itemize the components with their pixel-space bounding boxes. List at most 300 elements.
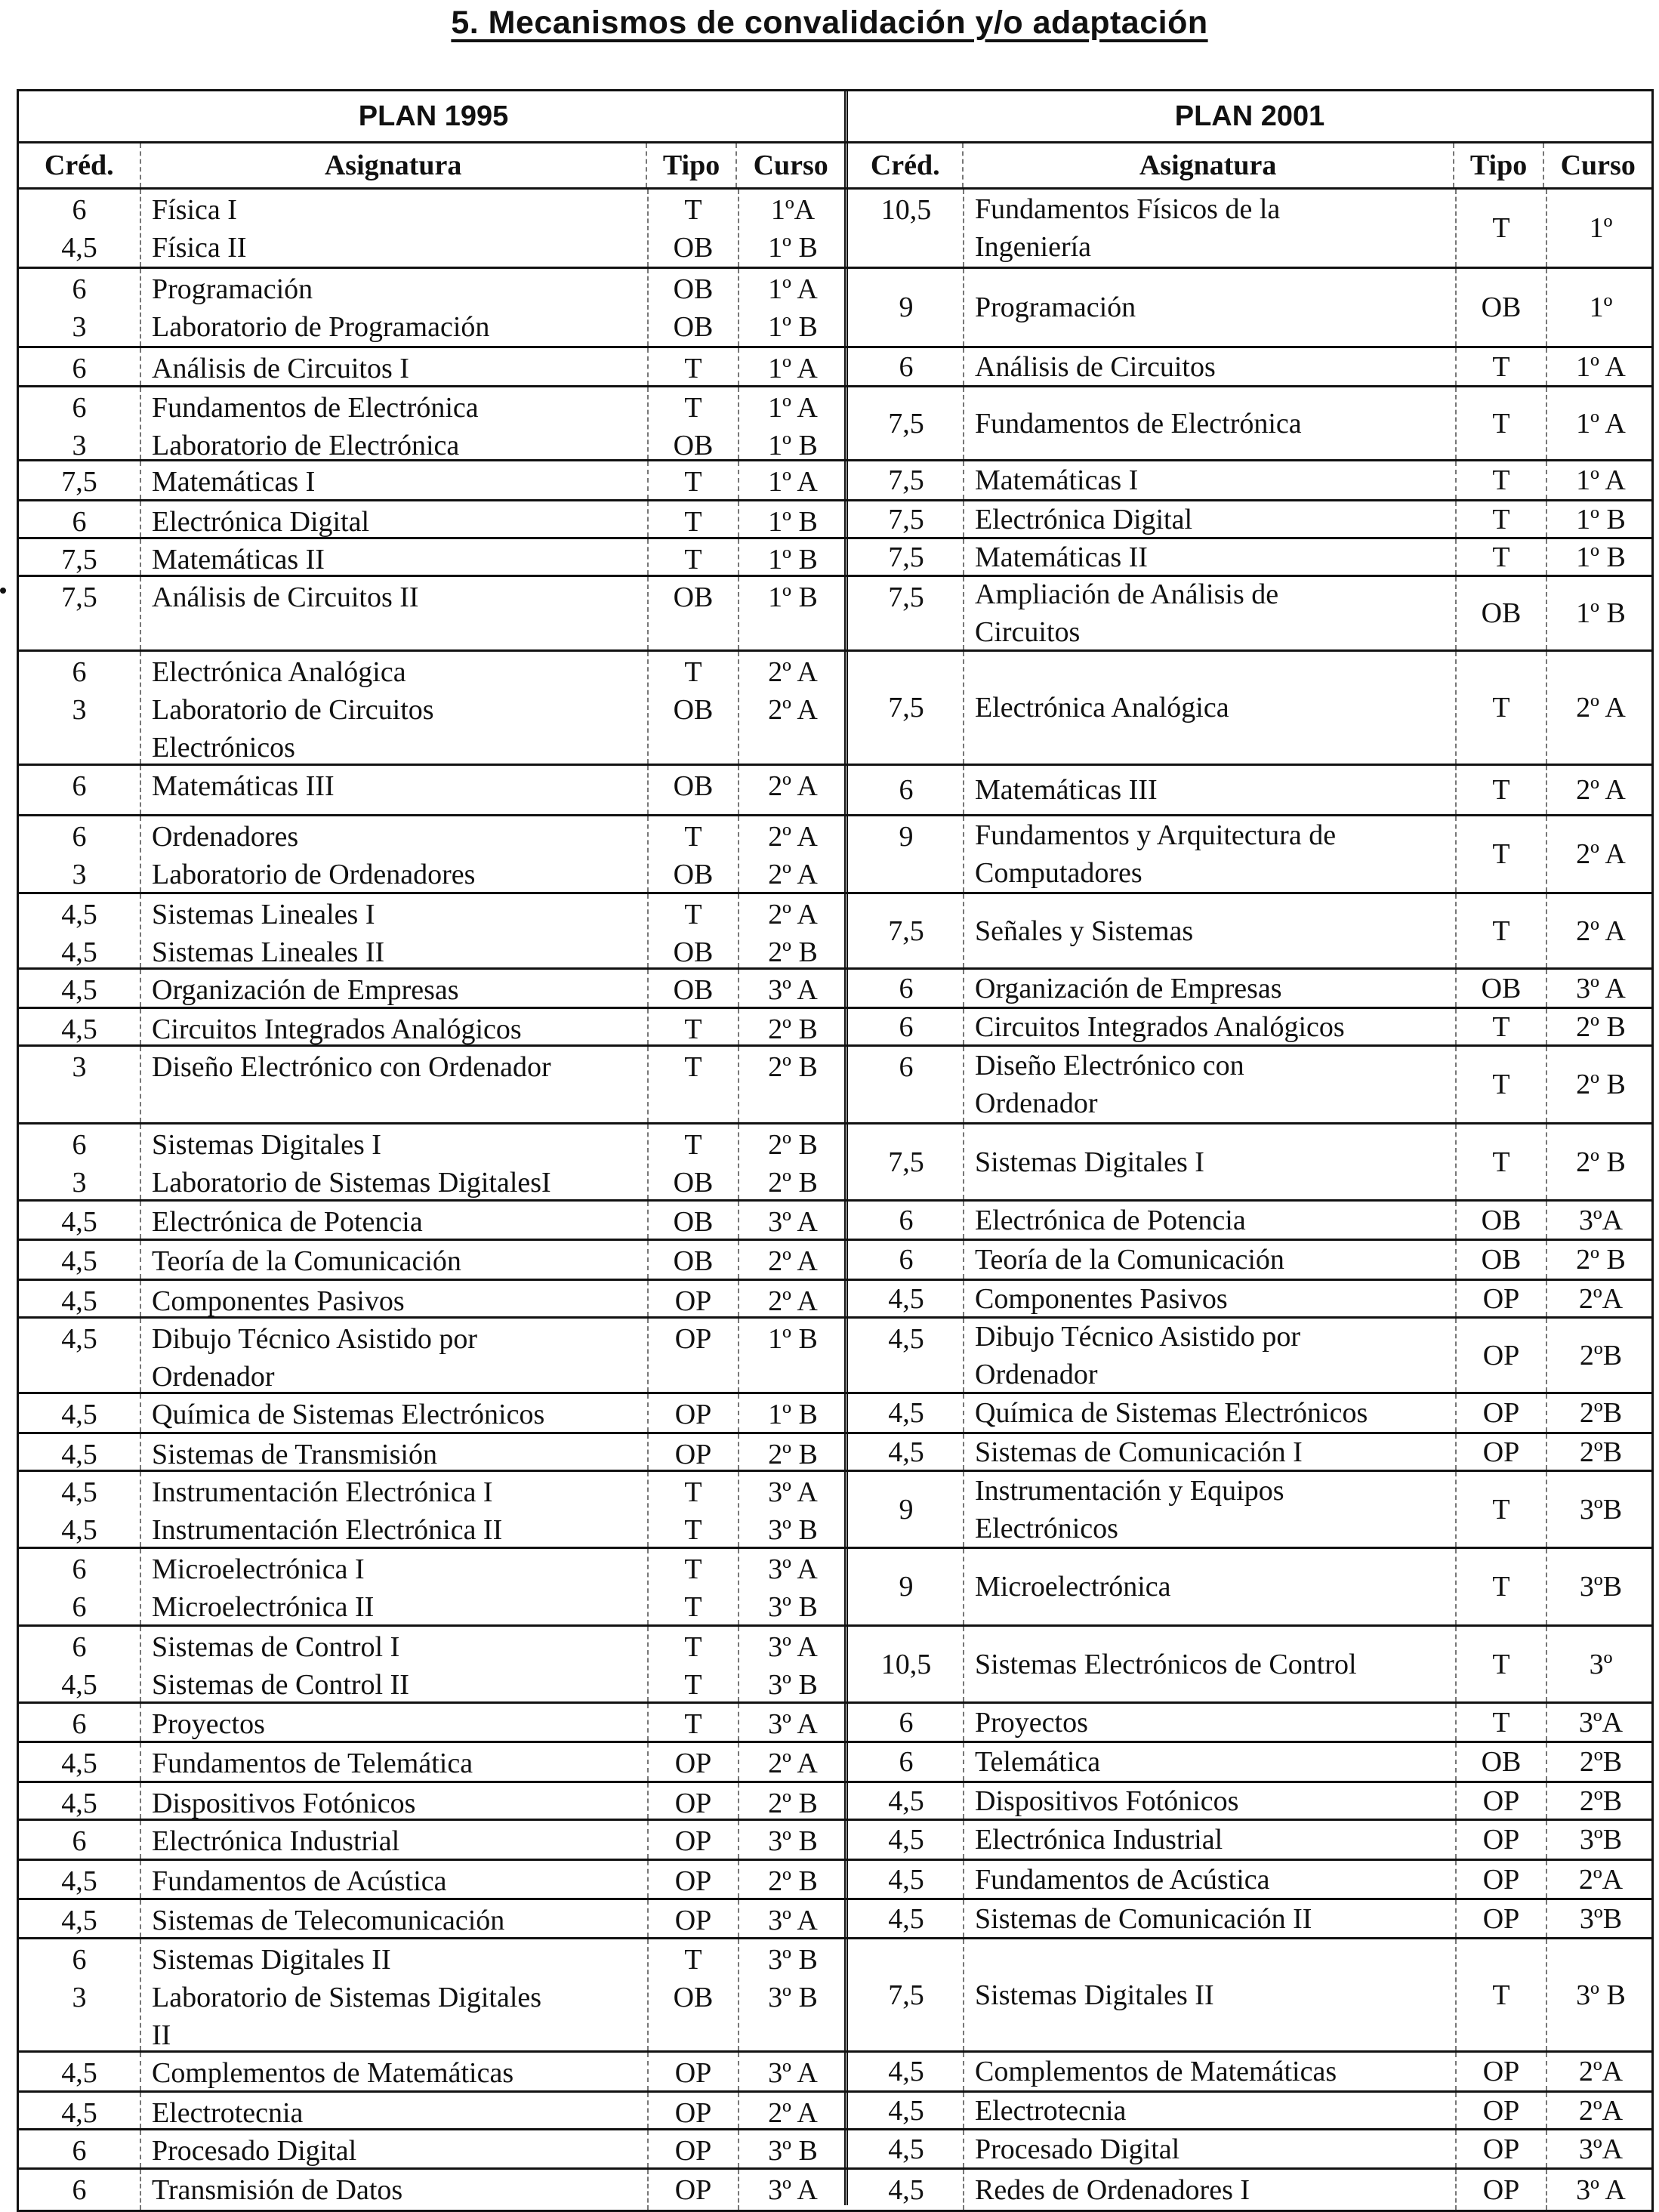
asignatura-cell xyxy=(964,652,1457,764)
curso-text: 1º A xyxy=(1576,350,1626,383)
tipo-text: T xyxy=(684,1669,702,1701)
curso-cell xyxy=(1547,1704,1654,1741)
tipo-text: OP xyxy=(1482,1902,1520,1935)
asignatura-cell xyxy=(141,1472,649,1547)
asignatura-text: Programación xyxy=(152,273,313,305)
asignatura-cell xyxy=(141,1125,649,1199)
tipo-cell xyxy=(1457,1434,1547,1470)
cred-cell xyxy=(19,387,141,459)
tipo-text: OB xyxy=(673,770,714,802)
asignatura-cell xyxy=(964,190,1457,267)
asignatura-text: Matemáticas III xyxy=(152,770,335,802)
curso-text: 3º B xyxy=(768,1982,818,2013)
curso-text: 3ºB xyxy=(1579,1493,1623,1526)
asignatura-text: Ordenador xyxy=(975,1087,1098,1119)
tipo-text: T xyxy=(684,899,702,930)
asignatura-text: Sistemas Lineales I xyxy=(152,899,375,930)
tipo-cell xyxy=(649,1743,739,1781)
cred-cell xyxy=(850,1743,964,1781)
tipo-text: OP xyxy=(1482,2173,1520,2206)
cred-cell xyxy=(850,539,964,575)
curso-cell xyxy=(1547,501,1654,537)
table-row xyxy=(19,1821,1651,1861)
asignatura-text: Instrumentación Electrónica II xyxy=(152,1514,503,1546)
spacer xyxy=(649,1358,738,1396)
asignatura-text: Sistemas Digitales II xyxy=(152,1944,391,1976)
curso-cell xyxy=(739,461,846,499)
curso-cell xyxy=(739,970,846,1007)
tipo-cell xyxy=(1457,501,1547,537)
asignatura-text: Matemáticas II xyxy=(975,541,1148,573)
asignatura-text: Fundamentos Físicos de la xyxy=(975,193,1281,225)
tipo-text: T xyxy=(1492,1493,1510,1526)
cred-text: 4,5 xyxy=(888,1785,924,1817)
asignatura-cell xyxy=(964,1009,1457,1044)
tipo-cell xyxy=(649,1241,739,1279)
plan-1995-cells xyxy=(19,2093,846,2128)
asignatura-text: Matemáticas I xyxy=(975,464,1139,496)
tipo-text: T xyxy=(1492,1706,1510,1738)
plan-2001-header: PLAN 2001 xyxy=(1174,100,1325,132)
cred-text: 6 xyxy=(899,1746,914,1778)
curso-cell xyxy=(1547,1241,1654,1279)
curso-text: 2ºB xyxy=(1579,1785,1623,1817)
asignatura-cell xyxy=(141,1047,649,1122)
cred-text: 3 xyxy=(72,1167,87,1199)
tipo-text: T xyxy=(684,1051,702,1083)
cred-text: 7,5 xyxy=(61,582,97,613)
asignatura-cell xyxy=(964,387,1457,459)
cred-cell xyxy=(19,1125,141,1199)
table-body xyxy=(19,190,1651,2210)
plan-1995-cells xyxy=(19,1394,846,1432)
asignatura-text: Electrónica Digital xyxy=(975,503,1193,535)
asignatura-text: Diseño Electrónico con Ordenador xyxy=(152,1051,551,1083)
curso-cell xyxy=(1547,1627,1654,1701)
tipo-cell xyxy=(1457,1472,1547,1547)
tipo-cell xyxy=(649,1125,739,1199)
tipo-cell xyxy=(649,894,739,967)
curso-cell xyxy=(1547,2053,1654,2090)
tipo-cell xyxy=(649,348,739,385)
curso-cell xyxy=(1547,766,1654,814)
asignatura-cell xyxy=(141,1939,649,2050)
curso-text: 1º xyxy=(1589,292,1613,323)
asignatura-cell xyxy=(141,1861,649,1898)
tipo-text: OB xyxy=(1481,972,1522,1004)
asignatura-cell xyxy=(964,2170,1457,2210)
asignatura-cell xyxy=(141,1900,649,1937)
tipo-cell xyxy=(649,1202,739,1239)
asignatura-cell xyxy=(964,2093,1457,2128)
tipo-cell xyxy=(1457,2093,1547,2128)
plan-2001-cells xyxy=(850,1241,1654,1279)
asignatura-text: Electrónica de Potencia xyxy=(975,1204,1246,1236)
curso-text: 2º A xyxy=(768,770,818,802)
plan-1995-cells xyxy=(19,1009,846,1044)
cred-cell xyxy=(19,970,141,1007)
curso-text: 3º B xyxy=(768,1669,818,1701)
plan-2001-cells xyxy=(850,1434,1654,1470)
curso-cell xyxy=(739,1939,846,2050)
asignatura-text: Proyectos xyxy=(975,1706,1088,1738)
curso-text: 2º B xyxy=(768,1051,818,1083)
asignatura-text: Sistemas Digitales I xyxy=(975,1146,1204,1178)
asignatura-text: Electrónicos xyxy=(152,732,295,764)
curso-text: 3ºB xyxy=(1579,1902,1623,1935)
asignatura-cell xyxy=(964,1281,1457,1316)
asignatura-text: Sistemas Electrónicos de Control xyxy=(975,1648,1357,1680)
cred-cell xyxy=(850,1861,964,1898)
cred-cell xyxy=(850,1241,964,1279)
cred-text: 4,5 xyxy=(888,2094,924,2127)
cred-cell xyxy=(850,1009,964,1044)
plan-2001-cells xyxy=(850,1202,1654,1239)
plan-1995-cells xyxy=(19,1627,846,1701)
asignatura-text: Física II xyxy=(152,232,247,264)
tipo-cell xyxy=(1457,2130,1547,2167)
asignatura-cell xyxy=(141,501,649,537)
curso-text: 2º B xyxy=(768,1788,818,1819)
curso-cell xyxy=(739,190,846,267)
plan-1995-cells xyxy=(19,1783,846,1819)
asignatura-text: Análisis de Circuitos xyxy=(975,350,1216,383)
tipo-text: T xyxy=(684,1514,702,1546)
curso-text: 1º B xyxy=(768,232,818,264)
asignatura-cell xyxy=(141,2130,649,2167)
table-row xyxy=(19,1047,1651,1125)
tipo-cell xyxy=(649,1627,739,1701)
asignatura-cell xyxy=(141,1319,649,1392)
curso-text: 2ºA xyxy=(1578,2056,1624,2087)
cred-cell xyxy=(850,1472,964,1547)
asignatura-text: Telemática xyxy=(975,1746,1101,1778)
curso-text: 3ºA xyxy=(1578,2133,1624,2165)
cred-text: 7,5 xyxy=(888,541,924,573)
cred-text: 4,5 xyxy=(61,232,97,264)
asignatura-cell xyxy=(964,1549,1457,1624)
curso-text: 3º B xyxy=(768,1514,818,1546)
tipo-cell xyxy=(649,1434,739,1470)
asignatura-text: Laboratorio de Electrónica xyxy=(152,430,460,461)
asignatura-cell xyxy=(141,816,649,892)
cred-cell xyxy=(850,1549,964,1624)
asignatura-cell xyxy=(141,894,649,967)
asignatura-text: Sistemas de Control II xyxy=(152,1669,409,1701)
col-header-curso: Curso xyxy=(753,150,828,181)
cred-cell xyxy=(19,501,141,537)
plan-1995-cells xyxy=(19,461,846,499)
cred-cell xyxy=(19,1627,141,1701)
cred-cell xyxy=(850,766,964,814)
convalidation-table xyxy=(17,89,1654,2212)
asignatura-text: Dispositivos Fotónicos xyxy=(975,1785,1239,1817)
asignatura-text: Análisis de Circuitos II xyxy=(152,582,419,613)
asignatura-cell xyxy=(964,894,1457,967)
tipo-cell xyxy=(649,1821,739,1859)
plan-2001-cells xyxy=(850,1861,1654,1898)
plan-2001-cells xyxy=(850,577,1654,649)
plan-2001-cells xyxy=(850,1627,1654,1701)
plan-2001-cells xyxy=(850,1472,1654,1547)
asignatura-text: Organización de Empresas xyxy=(975,972,1282,1004)
plan-1995-cells xyxy=(19,894,846,967)
scan-mark xyxy=(0,588,6,594)
tipo-text: T xyxy=(1492,212,1510,244)
curso-cell xyxy=(1547,1861,1654,1898)
curso-cell xyxy=(1547,1434,1654,1470)
asignatura-text: Dibujo Técnico Asistido por xyxy=(152,1323,477,1355)
asignatura-cell xyxy=(964,1627,1457,1701)
curso-cell xyxy=(1547,1319,1654,1392)
tipo-text: OP xyxy=(674,1825,712,1857)
cred-text: 7,5 xyxy=(61,466,97,498)
plan-1995-cells xyxy=(19,1125,846,1199)
tipo-text: T xyxy=(1492,350,1510,383)
asignatura-cell xyxy=(964,348,1457,385)
tipo-text: T xyxy=(684,656,702,688)
cred-cell xyxy=(850,269,964,346)
table-row xyxy=(19,348,1651,387)
asignatura-text: Fundamentos de Electrónica xyxy=(975,407,1302,440)
asignatura-text: Organización de Empresas xyxy=(152,974,459,1006)
table-row xyxy=(19,1783,1651,1821)
tipo-cell xyxy=(649,1319,739,1392)
cred-text: 6 xyxy=(72,2174,87,2206)
cred-cell xyxy=(850,190,964,267)
cred-cell xyxy=(19,1861,141,1898)
asignatura-text: Electrotecnia xyxy=(975,2094,1127,2127)
asignatura-cell xyxy=(964,2053,1457,2090)
curso-cell xyxy=(739,501,846,537)
tipo-cell xyxy=(649,1704,739,1741)
asignatura-text: II xyxy=(152,2019,171,2051)
plan-2001-cells xyxy=(850,348,1654,385)
asignatura-text: Laboratorio de Ordenadores xyxy=(152,859,476,890)
curso-text: 2º A xyxy=(768,694,818,726)
curso-cell xyxy=(739,894,846,967)
plan-1995-cells xyxy=(19,1549,846,1624)
cred-text: 6 xyxy=(899,972,914,1004)
table-row xyxy=(19,190,1651,269)
cred-text: 7,5 xyxy=(888,503,924,535)
tipo-cell xyxy=(1457,1861,1547,1898)
curso-text: 3º xyxy=(1589,1648,1613,1680)
asignatura-cell xyxy=(964,766,1457,814)
asignatura-cell xyxy=(964,1821,1457,1859)
asignatura-cell xyxy=(141,461,649,499)
asignatura-text: Ordenador xyxy=(975,1358,1098,1390)
tipo-text: T xyxy=(684,353,702,384)
curso-text: 2º A xyxy=(1576,838,1626,870)
curso-cell xyxy=(1547,2093,1654,2128)
cred-text: 4,5 xyxy=(61,1439,97,1470)
tipo-text: OB xyxy=(673,582,714,613)
tipo-text: T xyxy=(684,466,702,498)
asignatura-text: Circuitos Integrados Analógicos xyxy=(975,1010,1345,1043)
cred-cell xyxy=(19,577,141,649)
curso-text: 1º A xyxy=(768,353,818,384)
table-row xyxy=(19,2130,1651,2170)
curso-cell xyxy=(1547,1394,1654,1432)
cred-cell xyxy=(19,1704,141,1741)
cred-cell xyxy=(850,1319,964,1392)
asignatura-text: Análisis de Circuitos I xyxy=(152,353,409,384)
tipo-text: T xyxy=(1492,1146,1510,1178)
cred-text: 6 xyxy=(72,1591,87,1623)
cred-text: 3 xyxy=(72,311,87,343)
table-row xyxy=(19,816,1651,894)
curso-cell xyxy=(739,1627,846,1701)
cred-cell xyxy=(850,1900,964,1937)
cred-text: 6 xyxy=(899,1051,914,1083)
asignatura-cell xyxy=(964,1434,1457,1470)
tipo-text: OP xyxy=(674,2135,712,2167)
plan-divider xyxy=(844,89,848,2205)
cred-text: 6 xyxy=(899,1204,914,1236)
plan-2001-cells xyxy=(850,1125,1654,1199)
tipo-text: OB xyxy=(673,859,714,890)
asignatura-text: Circuitos Integrados Analógicos xyxy=(152,1013,522,1045)
tipo-cell xyxy=(1457,1783,1547,1819)
cred-text: 6 xyxy=(72,1129,87,1161)
tipo-cell xyxy=(1457,1549,1547,1624)
col-header-asignatura: Asignatura xyxy=(141,143,647,187)
asignatura-cell xyxy=(964,1319,1457,1392)
tipo-text: OP xyxy=(1482,1339,1520,1371)
curso-text: 2º A xyxy=(768,859,818,890)
cred-cell xyxy=(850,1434,964,1470)
cred-cell xyxy=(19,1900,141,1937)
cred-cell xyxy=(850,1704,964,1741)
plan-1995-cells xyxy=(19,1704,846,1741)
cred-cell xyxy=(19,1394,141,1432)
curso-text: 1ºA xyxy=(770,194,816,226)
curso-cell xyxy=(739,1861,846,1898)
curso-text: 1º B xyxy=(768,311,818,343)
cred-text: 6 xyxy=(72,1944,87,1976)
tipo-text: T xyxy=(684,1129,702,1161)
curso-cell xyxy=(1547,1047,1654,1122)
table-row xyxy=(19,577,1651,652)
asignatura-text: Componentes Pasivos xyxy=(152,1285,405,1317)
plan-1995-cells xyxy=(19,1939,846,2050)
asignatura-text: Procesado Digital xyxy=(975,2133,1180,2165)
curso-text: 2ºB xyxy=(1579,1397,1623,1429)
plan-2001-cells xyxy=(850,1047,1654,1122)
tipo-cell xyxy=(1457,1009,1547,1044)
asignatura-cell xyxy=(141,539,649,575)
curso-text: 2º B xyxy=(1576,1146,1626,1178)
cred-text: 4,5 xyxy=(888,1436,924,1468)
plan-1995-cells xyxy=(19,1861,846,1898)
plan-2001-cells xyxy=(850,539,1654,575)
asignatura-cell xyxy=(141,348,649,385)
tipo-text: OP xyxy=(1482,1785,1520,1817)
tipo-cell xyxy=(1457,1704,1547,1741)
asignatura-cell xyxy=(141,269,649,346)
plan-1995-cells xyxy=(19,816,846,892)
tipo-text: OP xyxy=(1482,1436,1520,1468)
curso-text: 3º A xyxy=(768,1631,818,1663)
curso-text: 1º xyxy=(1589,212,1613,244)
plan-2001-cells xyxy=(850,1549,1654,1624)
cred-cell xyxy=(850,461,964,499)
cred-cell xyxy=(19,1821,141,1859)
plan-2001-cells xyxy=(850,387,1654,459)
curso-cell xyxy=(1547,1125,1654,1199)
curso-text: 3º B xyxy=(1576,1979,1626,2011)
asignatura-cell xyxy=(141,970,649,1007)
cred-text: 4,5 xyxy=(61,1323,97,1355)
asignatura-text: Ordenadores xyxy=(152,821,299,853)
cred-cell xyxy=(850,1627,964,1701)
tipo-cell xyxy=(1457,1241,1547,1279)
asignatura-text: Fundamentos de Acústica xyxy=(975,1863,1270,1896)
cred-cell xyxy=(850,1281,964,1316)
curso-cell xyxy=(1547,1549,1654,1624)
spacer xyxy=(739,2016,846,2054)
cred-cell xyxy=(19,1743,141,1781)
curso-text: 2ºA xyxy=(1578,2094,1624,2127)
table-row xyxy=(19,1472,1651,1549)
curso-text: 2º A xyxy=(1576,915,1626,947)
tipo-text: OB xyxy=(673,311,714,343)
curso-text: 2º B xyxy=(768,1129,818,1161)
tipo-text: OP xyxy=(674,2097,712,2129)
tipo-text: OB xyxy=(673,1206,714,1238)
tipo-cell xyxy=(1457,1202,1547,1239)
cred-text: 4,5 xyxy=(61,1399,97,1430)
curso-text: 3º A xyxy=(768,1905,818,1936)
tipo-text: T xyxy=(684,1591,702,1623)
cred-text: 10,5 xyxy=(880,194,932,226)
cred-cell xyxy=(850,652,964,764)
table-row xyxy=(19,1939,1651,2053)
tipo-cell xyxy=(649,269,739,346)
tipo-text: OB xyxy=(673,694,714,726)
table-row xyxy=(19,1394,1651,1434)
plan-1995-cells xyxy=(19,1281,846,1316)
curso-text: 2º A xyxy=(1576,774,1626,806)
cred-text: 4,5 xyxy=(61,1476,97,1508)
curso-text: 1º B xyxy=(768,1323,818,1355)
cred-cell xyxy=(19,1783,141,1819)
table-row xyxy=(19,2093,1651,2130)
table-row xyxy=(19,1125,1651,1202)
asignatura-cell xyxy=(141,1704,649,1741)
cred-cell xyxy=(19,1319,141,1392)
asignatura-text: Química de Sistemas Electrónicos xyxy=(152,1399,545,1430)
curso-text: 1º A xyxy=(768,392,818,424)
tipo-cell xyxy=(1457,1627,1547,1701)
curso-cell xyxy=(1547,1900,1654,1937)
asignatura-cell xyxy=(141,190,649,267)
tipo-cell xyxy=(649,461,739,499)
plan-1995-cells xyxy=(19,652,846,764)
tipo-cell xyxy=(649,190,739,267)
asignatura-text: Sistemas de Telecomunicación xyxy=(152,1905,505,1936)
tipo-cell xyxy=(1457,539,1547,575)
asignatura-text: Física I xyxy=(152,194,237,226)
cred-text: 6 xyxy=(72,506,87,538)
asignatura-text: Química de Sistemas Electrónicos xyxy=(975,1397,1368,1429)
curso-text: 1º B xyxy=(768,1399,818,1430)
curso-text: 2º B xyxy=(768,1013,818,1045)
curso-text: 2º B xyxy=(1576,1010,1626,1043)
tipo-text: OB xyxy=(1481,292,1522,323)
table-row xyxy=(19,970,1651,1009)
